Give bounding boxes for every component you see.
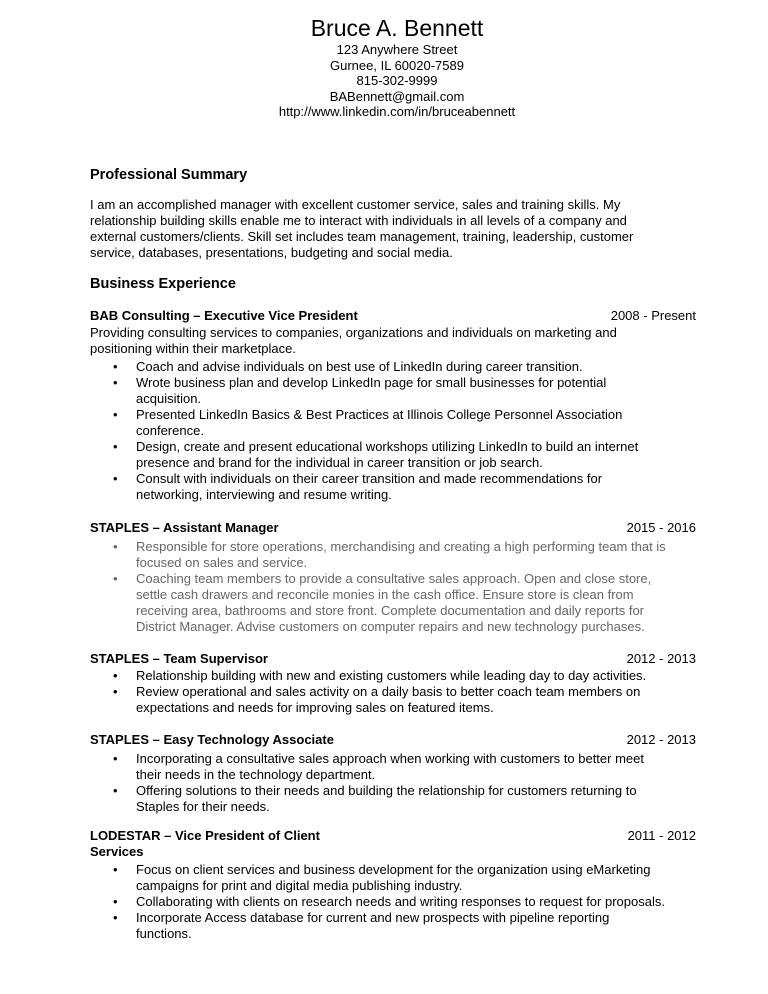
bullet-marker: • [113, 751, 118, 766]
job-title-continued: Services [90, 844, 144, 859]
bullet-line: presence and brand for the individual in career transition or job search. [136, 455, 543, 470]
bullet-marker: • [113, 359, 118, 374]
summary-line: relationship building skills enable me to interact with individuals in all levels of a company and [90, 213, 627, 228]
bullet-line: Offering solutions to their needs and building the relationship for customers returning to [136, 783, 637, 798]
bullet-line: Incorporating a consultative sales approach when working with customers to better meet [136, 751, 644, 766]
job-bullets [90, 668, 698, 716]
resume-header [0, 14, 768, 120]
bullet-line: Incorporate Access database for current and new prospects with pipeline reporting [136, 910, 610, 925]
bullet-item [90, 862, 698, 894]
bullet-line: Coaching team members to provide a consultative sales approach. Open and close store, [136, 571, 652, 586]
bullet-line: receiving area, bathrooms and store front. Complete documentation and daily reports for [136, 603, 644, 618]
summary-line: I am an accomplished manager with excellent customer service, sales and training skills. My [90, 197, 621, 212]
job-header [90, 520, 696, 536]
job-bullets [90, 359, 698, 503]
email-address[interactable]: BABennett@gmail.com [329, 88, 465, 104]
bullet-line: acquisition. [136, 391, 202, 406]
bullet-item [90, 668, 698, 684]
bullet-marker: • [113, 439, 118, 454]
job-title: STAPLES – Team Supervisor [90, 651, 268, 666]
bullet-line: focused on sales and service. [136, 555, 308, 570]
bullet-line: conference. [136, 423, 204, 438]
bullet-marker: • [113, 471, 118, 486]
bullet-line: Staples for their needs. [136, 799, 270, 814]
bullet-line: Design, create and present educational workshops utilizing LinkedIn to build an internet [136, 439, 639, 454]
bullet-item [90, 783, 698, 815]
job-dates: 2015 - 2016 [626, 520, 696, 535]
bullet-item [90, 894, 698, 910]
bullet-item [90, 571, 698, 635]
bullet-item [90, 751, 698, 783]
bullet-line: Relationship building with new and existing customers while leading day to day activities. [136, 668, 647, 683]
bullet-line: campaigns for print and digital media publishing industry. [136, 878, 463, 893]
bullet-line: expectations and needs for improving sales on featured items. [136, 700, 494, 715]
bullet-line: Wrote business plan and develop LinkedIn page for small businesses for potential [136, 375, 607, 390]
summary-line: service, databases, presentations, budgeting and social media. [90, 245, 453, 260]
summary-heading: Professional Summary [90, 167, 248, 183]
bullet-item [90, 539, 698, 571]
experience-heading: Business Experience [90, 276, 236, 292]
bullet-line: Coach and advise individuals on best use of LinkedIn during career transition. [136, 359, 583, 374]
bullet-line: their needs in the technology department. [136, 767, 376, 782]
bullet-marker: • [113, 375, 118, 390]
bullet-marker: • [113, 894, 118, 909]
bullet-item [90, 359, 698, 375]
bullet-line: Collaborating with clients on research needs and writing responses to request for proposals. [136, 894, 665, 909]
bullet-marker: • [113, 910, 118, 925]
bullet-line: networking, interviewing and resume writing. [136, 487, 392, 502]
job-intro-line: positioning within their marketplace. [90, 341, 296, 356]
linkedin-url[interactable]: http://www.linkedin.com/in/bruceabennett [278, 104, 516, 119]
contact-block [26, 42, 768, 120]
job-bullets [90, 862, 698, 942]
bullet-marker: • [113, 571, 118, 586]
bullet-line: Focus on client services and business development for the organization using eMarketing [136, 862, 651, 877]
job-header [90, 828, 696, 860]
job-header [90, 651, 696, 667]
job-intro-line: Providing consulting services to companies, organizations and individuals on marketing and [90, 325, 617, 340]
job-title: LODESTAR – Vice President of Client [90, 828, 320, 843]
bullet-line: settle cash drawers and reconcile monies in the cash office. Ensure store is clean from [136, 587, 634, 602]
bullet-marker: • [113, 668, 118, 683]
bullet-marker: • [113, 684, 118, 699]
candidate-name: Bruce A. Bennett [310, 15, 484, 41]
bullet-marker: • [113, 862, 118, 877]
job-bullets [90, 539, 698, 635]
bullet-item [90, 684, 698, 716]
job-intro [90, 325, 696, 357]
bullet-marker: • [113, 539, 118, 554]
bullet-item [90, 471, 698, 503]
bullet-line: District Manager. Advise customers on computer repairs and new technology purchases. [136, 619, 645, 634]
job-header [90, 308, 696, 324]
summary-line: external customers/clients. Skill set includes team management, training, leadership, customer [90, 229, 634, 244]
job-header [90, 732, 696, 748]
job-title: STAPLES – Easy Technology Associate [90, 732, 334, 747]
city-state-zip: Gurnee, IL 60020-7589 [330, 57, 464, 73]
street-address: 123 Anywhere Street [336, 42, 458, 57]
phone-number: 815-302-9999 [356, 73, 438, 88]
bullet-marker: • [113, 407, 118, 422]
job-title: STAPLES – Assistant Manager [90, 520, 279, 535]
job-dates: 2011 - 2012 [627, 828, 696, 843]
job-title: BAB Consulting – Executive Vice President [90, 308, 358, 323]
summary-paragraph [90, 197, 696, 261]
bullet-line: functions. [136, 926, 192, 941]
bullet-line: Review operational and sales activity on a daily basis to better coach team members on [136, 684, 641, 699]
bullet-marker: • [113, 783, 118, 798]
bullet-line: Consult with individuals on their career transition and made recommendations for [136, 471, 603, 486]
bullet-line: Responsible for store operations, merchandising and creating a high performing team that is [136, 539, 666, 554]
bullet-item [90, 375, 698, 407]
job-dates: 2012 - 2013 [626, 651, 696, 666]
bullet-line: Presented LinkedIn Basics & Best Practices at Illinois College Personnel Association [136, 407, 623, 422]
bullet-item [90, 910, 698, 942]
bullet-item [90, 439, 698, 471]
job-dates: 2008 - Present [610, 308, 696, 323]
job-dates: 2012 - 2013 [626, 732, 696, 747]
job-bullets [90, 751, 698, 815]
bullet-item [90, 407, 698, 439]
